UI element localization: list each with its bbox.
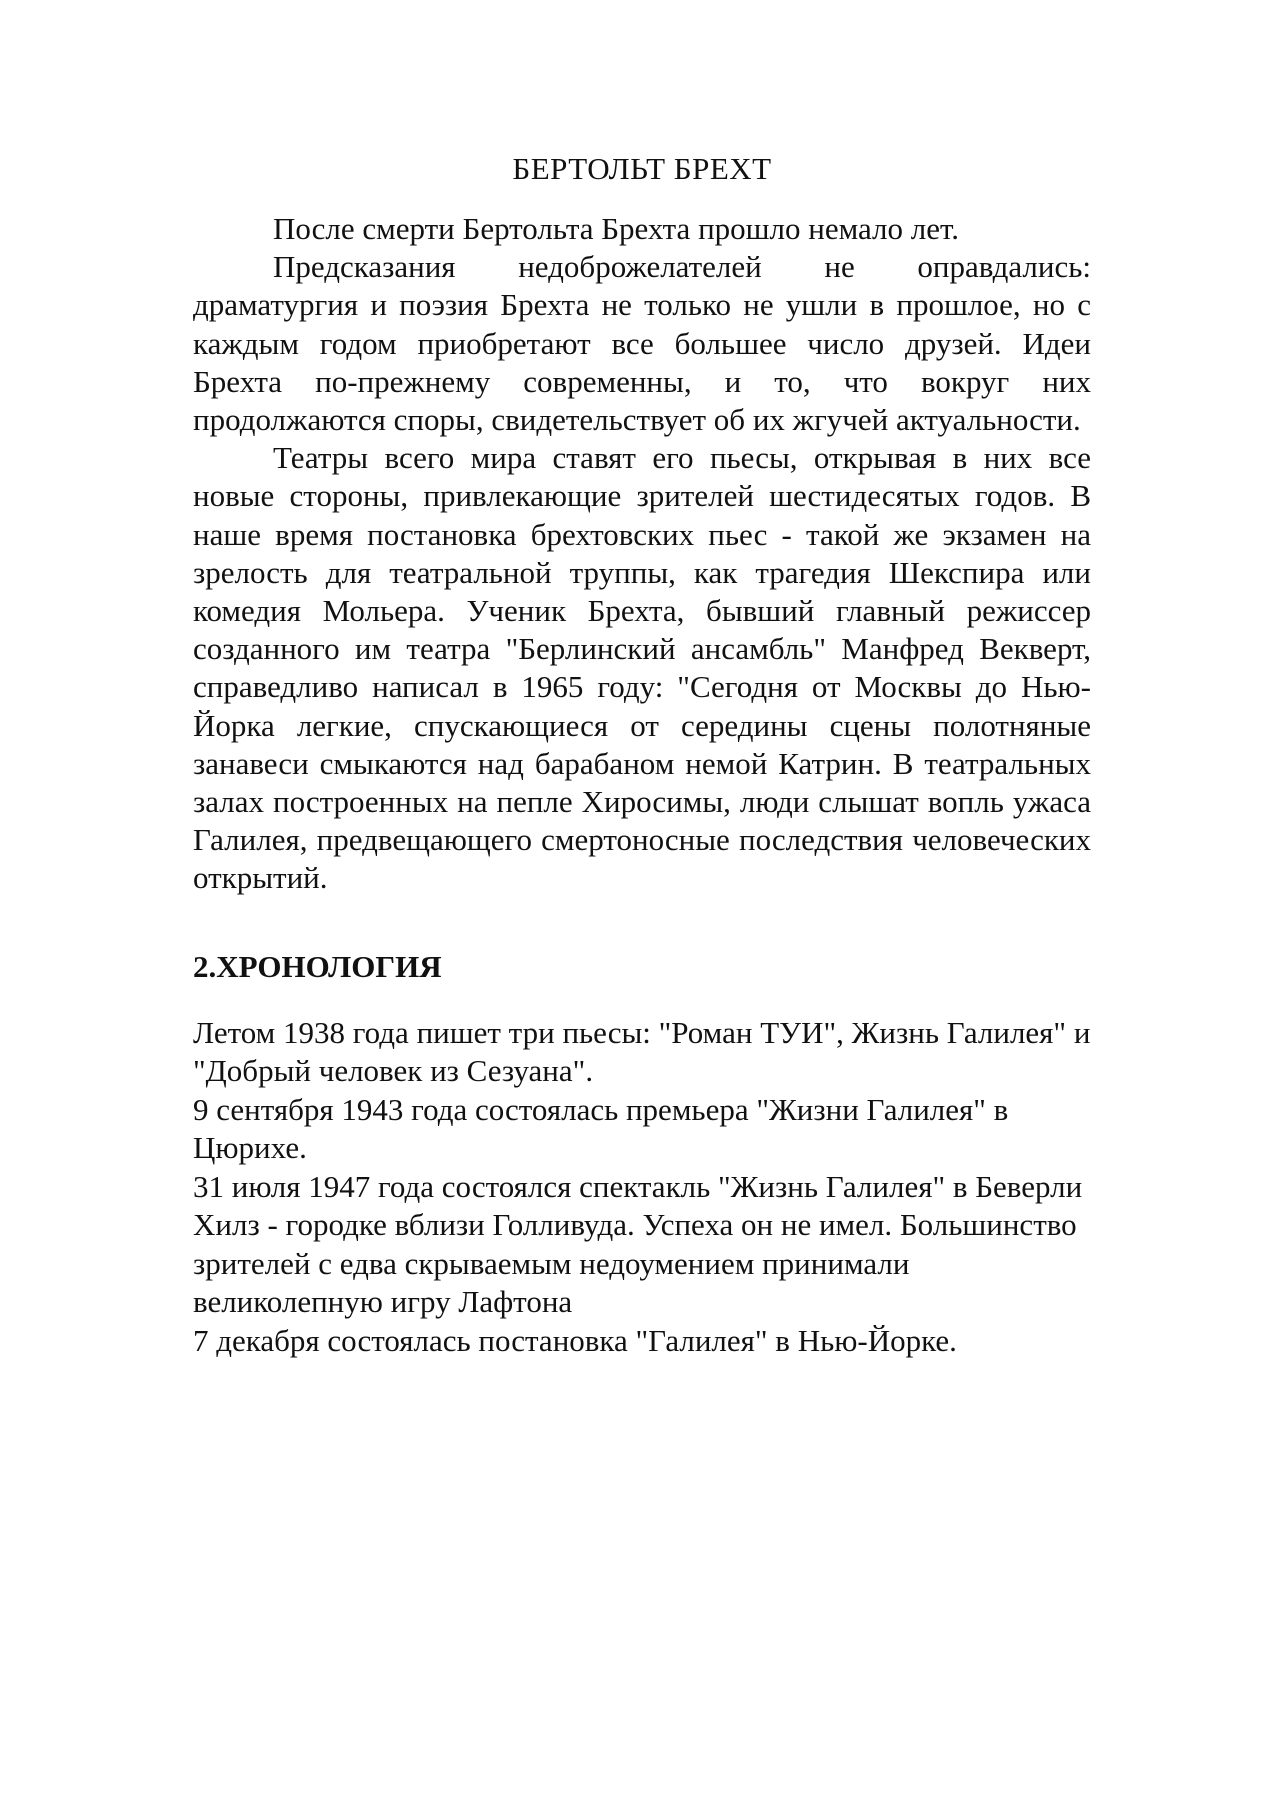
chronology-entry: 9 сентября 1943 года состоялась премьера "Жизни Галилея" в Цюрихе. [193,1091,1009,1166]
document-title: БЕРТОЛЬТ БРЕХТ [512,151,772,186]
document-body [193,150,1091,1360]
chronology-entry: 7 декабря состоялась постановка "Галилея" в Нью-Йорке. [193,1322,957,1358]
chronology-entry: 31 июля 1947 года состоялся спектакль "Жизнь Галилея" в Беверли Хилз - городке вблизи Голливуда. Успеха он не имел. Большинство зрителей с едва скрываемым недоумением принимали великолепную игру Лафтона [193,1168,1083,1320]
intro-paragraph: После смерти Бертольта Брехта прошло немало лет. [273,211,959,246]
chronology-entry: Летом 1938 года пишет три пьесы: "Роман ТУИ", Жизнь Галилея" и "Добрый человек из Сезуана". [193,1014,1091,1089]
chronology-heading: 2.ХРОНОЛОГИЯ [193,948,442,984]
predictions-paragraph: Предсказания недоброжелателей не оправдались: драматургия и поэзия Брехта не только не ушли в прошлое, но с каждым годом приобретают все большее число друзей. Идеи Брехта по-прежнему современны, и то, что вокруг них продолжаются споры, свидетельствует об их жгучей актуальности. [193,249,1091,438]
theatres-paragraph: Театры всего мира ставят его пьесы, открывая в них все новые стороны, привлекающие зрителей шестидесятых годов. В наше время постановка брехтовских пьес - такой же экзамен на зрелость для театральной труппы, как трагедия Шекспира или комедия Мольера. Ученик Брехта, бывший главный режиссер созданного им театра "Берлинский ансамбль" Манфред Векверт, справедливо написал в 1965 году: "Сегодня от Москвы до Нью-Йорка легкие, спускающиеся от середины сцены полотняные занавеси смыкаются над барабаном немой Катрин. В театральных залах построенных на пепле Хиросимы, люди слышат вопль ужаса Галилея, предвещающего смертоносные последствия человеческих открытий. [193,440,1091,896]
